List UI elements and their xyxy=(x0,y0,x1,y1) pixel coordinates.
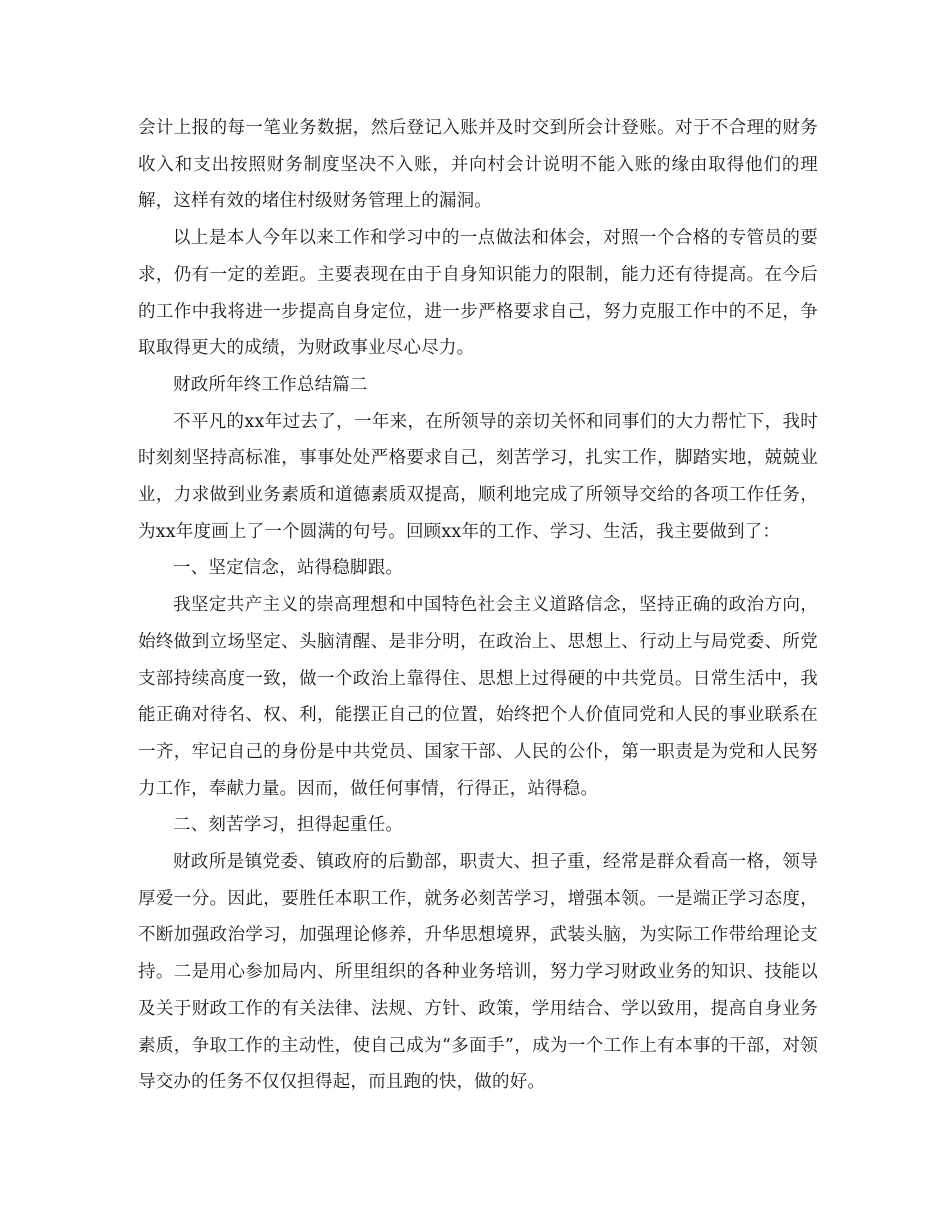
heading-2: 二、刻苦学习，担得起重任。 xyxy=(173,815,404,836)
paragraph-1: 会计上报的每一笔业务数据，然后登记入账并及时交到所会计登账。对于不合理的财务收入和支出按照财务制度坚决不入账，并向村会计说明不能入账的缘由取得他们的理解，这样有效的堵住村级财务管理上的漏洞。 xyxy=(138,118,818,212)
document-body xyxy=(138,110,818,1101)
paragraph-2: 以上是本人今年以来工作和学习中的一点做法和体会，对照一个合格的专管员的要求，仍有一定的差距。主要表现在由于自身知识能力的限制，能力还有待提高。在今后的工作中我将进一步提高自身定位，进一步严格要求自己，努力克服工作中的不足，争取取得更大的成绩，为财政事业尽心尽力。 xyxy=(138,228,818,359)
paragraph-5: 财政所是镇党委、镇政府的后勤部，职责大、担子重，经常是群众看高一格，领导厚爱一分。因此，要胜任本职工作，就务必刻苦学习，增强本领。一是端正学习态度，不断加强政治学习，加强理论修养，升华思想境界，武装头脑，为实际工作带给理论支持。二是用心参加局内、所里组织的各种业务培训，努力学习财政业务的知识、技能以及关于财政工作的有关法律、法规、方针、政策，学用结合、学以致用，提高自身业务素质，争取工作的主动性，使自己成为“多面手”，成为一个工作上有本事的干部，对领导交办的任务不仅仅担得起，而且跑的快，做的好。 xyxy=(138,852,818,1093)
paragraph-3: 不平凡的xx年过去了，一年来，在所领导的亲切关怀和同事们的大力帮忙下，我时时刻刻坚持高标准，事事处处严格要求自己，刻苦学习，扎实工作，脚踏实地，兢兢业业，力求做到业务素质和道德素质双提高，顺利地完成了所领导交给的各项工作任务，为xx年度画上了一个圆满的句号。回顾xx年的工作、学习、生活，我主要做到了： xyxy=(138,411,818,542)
heading-1: 一、坚定信念，站得稳脚跟。 xyxy=(173,558,404,579)
paragraph-4: 我坚定共产主义的崇高理想和中国特色社会主义道路信念，坚持正确的政治方向，始终做到立场坚定、头脑清醒、是非分明，在政治上、思想上、行动上与局党委、所党支部持续高度一致，做一个政治上靠得住、思想上过得硬的中共党员。日常生活中，我能正确对待名、权、利，能摆正自己的位置，始终把个人价值同党和人民的事业联系在一齐，牢记自己的身份是中共党员、国家干部、人民的公仆，第一职责是为党和人民努力工作，奉献力量。因而，做任何事情，行得正，站得稳。 xyxy=(138,595,818,799)
section-title: 财政所年终工作总结篇二 xyxy=(173,374,368,395)
